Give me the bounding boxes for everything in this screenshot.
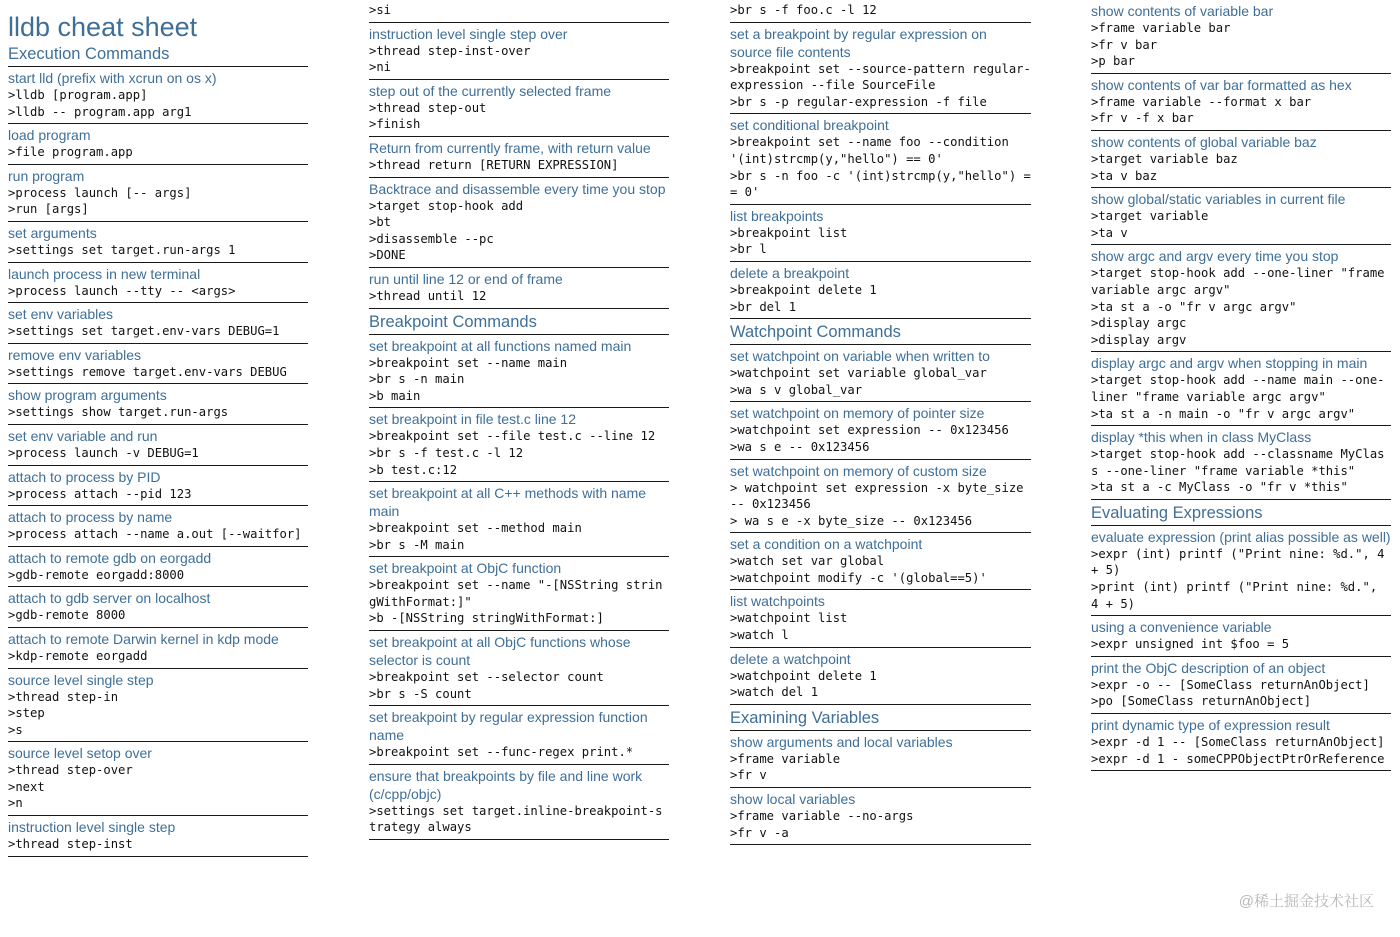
command-code — [8, 567, 308, 584]
command-block — [369, 178, 669, 268]
command-description: ensure that breakpoints by file and line work (c/cpp/objc) — [369, 767, 643, 802]
code-line: >breakpoint set --name foo --condition '(int)strcmp(y,"hello") == 0' — [730, 135, 1017, 166]
code-line: >wa s e -- 0x123456 — [730, 439, 870, 454]
code-line: >br s -M main — [369, 537, 465, 552]
code-line: >ta v baz — [1091, 168, 1158, 183]
code-line: >fr v -a — [730, 825, 789, 840]
code-line: >watchpoint set expression -- 0x123456 — [730, 423, 1009, 438]
command-description: delete a watchpoint — [730, 650, 851, 667]
code-line: >display argc — [1091, 316, 1187, 331]
command-block — [730, 460, 1031, 534]
code-line: >process attach --name a.out [--waitfor] — [8, 527, 302, 542]
code-line: >fr v — [730, 768, 767, 783]
command-description: delete a breakpoint — [730, 264, 850, 281]
command-code — [8, 185, 308, 218]
column-2 — [369, 0, 669, 840]
command-code — [1091, 734, 1391, 767]
code-line: >lldb -- program.app arg1 — [8, 104, 192, 119]
command-code — [1091, 677, 1391, 710]
command-block — [1091, 616, 1391, 657]
command-description: instruction level single step over — [369, 25, 568, 42]
command-block — [8, 506, 308, 547]
code-line: >process launch --tty -- <args> — [8, 283, 236, 298]
code-line: >thread return [RETURN EXPRESSION] — [369, 157, 619, 172]
command-block — [730, 262, 1031, 319]
command-block — [369, 23, 669, 80]
command-code — [1091, 20, 1391, 70]
command-code — [730, 2, 1031, 19]
command-block — [8, 303, 308, 344]
command-description: attach to remote gdb on eorgadd — [8, 549, 212, 566]
code-line: >settings set target.inline-breakpoint-strategy always — [369, 803, 663, 835]
column-items — [369, 0, 669, 840]
command-block — [730, 731, 1031, 788]
command-description: set breakpoint at ObjC function — [369, 560, 562, 577]
command-description: set env variables — [8, 306, 114, 323]
code-line: >thread step-inst-over — [369, 43, 531, 58]
code-line: >kdp-remote eorgadd — [8, 648, 148, 663]
command-code — [730, 225, 1031, 258]
command-code — [369, 157, 669, 174]
code-line: >thread step-in — [8, 689, 119, 704]
command-description: attach to gdb server on localhost — [8, 590, 211, 607]
code-line: >frame variable --no-args — [730, 809, 914, 824]
code-line: >ni — [369, 60, 392, 75]
command-description: set watchpoint on memory of pointer size — [730, 405, 985, 422]
command-block — [8, 587, 308, 628]
command-block — [369, 408, 669, 482]
command-description: evaluate expression (print alias possible as well) — [1091, 528, 1391, 545]
column-items — [8, 44, 308, 857]
command-block — [730, 205, 1031, 262]
command-block — [369, 765, 669, 840]
code-line: >breakpoint list — [730, 225, 848, 240]
code-line: >br s -n foo -c '(int)strcmp(y,"hello") == 0' — [730, 168, 1031, 200]
command-block — [730, 788, 1031, 845]
code-line: > wa s e -x byte_size -- 0x123456 — [730, 513, 973, 528]
code-line: >ta st a -c MyClass -o "fr v *this" — [1091, 480, 1348, 495]
command-code — [369, 43, 669, 76]
command-block — [1091, 188, 1391, 245]
command-description: display *this when in class MyClass — [1091, 429, 1312, 446]
command-description: using a convenience variable — [1091, 619, 1272, 636]
code-line: >si — [369, 3, 392, 17]
code-line: >frame variable — [730, 751, 841, 766]
code-line: >b -[NSString stringWithFormat:] — [369, 611, 604, 626]
code-line: >frame variable bar — [1091, 21, 1231, 35]
code-line: >breakpoint set --selector count — [369, 670, 604, 685]
code-line: >gdb-remote eorgadd:8000 — [8, 567, 185, 582]
command-block — [1091, 0, 1391, 74]
command-block — [8, 263, 308, 304]
command-block — [730, 590, 1031, 647]
column-4 — [1091, 0, 1391, 771]
code-line: >file program.app — [8, 145, 133, 160]
code-line: >thread step-inst — [8, 837, 133, 852]
command-description: load program — [8, 127, 91, 144]
code-line: >step — [8, 706, 45, 721]
command-block — [8, 628, 308, 669]
command-description: show contents of var bar formatted as hex — [1091, 76, 1352, 93]
command-block — [730, 23, 1031, 115]
command-description: set a condition on a watchpoint — [730, 536, 923, 553]
command-code — [369, 100, 669, 133]
command-description: list watchpoints — [730, 593, 825, 610]
command-code — [8, 445, 308, 462]
code-line: >po [SomeClass returnAnObject] — [1091, 694, 1312, 709]
command-description: set env variable and run — [8, 427, 158, 444]
command-code — [730, 282, 1031, 315]
code-line: >expr unsigned int $foo = 5 — [1091, 637, 1290, 652]
command-code — [369, 744, 669, 761]
command-description: run until line 12 or end of frame — [369, 270, 563, 287]
code-line: >disassemble --pc — [369, 231, 494, 246]
command-block — [730, 533, 1031, 590]
code-line: >target stop-hook add --classname MyClass --one-liner "frame variable *this" — [1091, 447, 1385, 478]
code-line: >s — [8, 722, 23, 737]
code-line: >process launch -v DEBUG=1 — [8, 445, 199, 460]
code-line: >br s -p regular-expression -f file — [730, 94, 987, 109]
command-code — [730, 808, 1031, 841]
code-line: >fr v -f x bar — [1091, 111, 1194, 126]
command-description: set watchpoint on memory of custom size — [730, 462, 987, 479]
command-code — [369, 288, 669, 305]
section-heading: Examining Variables — [730, 705, 1031, 731]
section-heading: Breakpoint Commands — [369, 309, 669, 335]
command-description: instruction level single step — [8, 819, 176, 836]
command-code — [730, 610, 1031, 643]
column-items — [1091, 0, 1391, 771]
command-code — [1091, 372, 1391, 422]
code-line: >next — [8, 779, 45, 794]
command-description: display argc and argv when stopping in main — [1091, 355, 1368, 372]
code-line: >expr -d 1 - someCPPObjectPtrOrReference — [1091, 751, 1385, 766]
command-block — [8, 669, 308, 743]
code-line: >br s -f test.c -l 12 — [369, 445, 524, 460]
command-code — [1091, 151, 1391, 184]
command-description: attach to process by PID — [8, 468, 161, 485]
command-block — [8, 384, 308, 425]
code-line: >display argv — [1091, 332, 1187, 347]
code-line: >watchpoint set variable global_var — [730, 366, 987, 381]
command-block — [730, 0, 1031, 23]
command-description: show contents of global variable baz — [1091, 133, 1317, 150]
command-code — [8, 87, 308, 120]
command-code — [8, 364, 308, 381]
command-block — [8, 547, 308, 588]
code-line: >finish — [369, 117, 421, 132]
section-heading: Watchpoint Commands — [730, 319, 1031, 345]
code-line: >b main — [369, 388, 421, 403]
command-description: set arguments — [8, 224, 97, 241]
page-title: lldb cheat sheet — [8, 12, 198, 42]
command-code — [1091, 208, 1391, 241]
column-items — [730, 0, 1031, 845]
code-line: >target variable — [1091, 209, 1209, 224]
code-line: > watchpoint set expression -x byte_size -- 0x123456 — [730, 480, 1031, 512]
code-line: >run [args] — [8, 202, 89, 217]
code-line: >settings set target.run-args 1 — [8, 242, 236, 257]
command-description: set a breakpoint by regular expression on source file contents — [730, 25, 987, 60]
command-description: step out of the currently selected frame — [369, 82, 612, 99]
command-description: Return from currently frame, with return value — [369, 139, 651, 156]
command-description: set watchpoint on variable when written to — [730, 348, 990, 365]
command-block — [8, 425, 308, 466]
command-description: show global/static variables in current file — [1091, 191, 1346, 208]
watermark: @稀土掘金技术社区 — [1238, 893, 1374, 910]
command-block — [369, 0, 669, 23]
code-line: >fr v bar — [1091, 37, 1158, 52]
command-block — [1091, 74, 1391, 131]
code-line: >breakpoint set --name main — [369, 355, 568, 370]
code-line: >breakpoint delete 1 — [730, 282, 877, 297]
command-block — [1091, 131, 1391, 188]
code-line: >watch l — [730, 628, 789, 643]
column-1 — [8, 0, 308, 857]
command-code — [730, 751, 1031, 784]
command-code — [8, 242, 308, 259]
code-line: >expr (int) printf ("Print nine: %d.", 4 + 5) — [1091, 546, 1392, 578]
command-description: set conditional breakpoint — [730, 117, 889, 134]
command-description: show local variables — [730, 791, 856, 808]
command-description: print the ObjC description of an object — [1091, 659, 1326, 676]
command-block — [8, 466, 308, 507]
code-line: >process launch [-- args] — [8, 185, 192, 200]
command-block — [730, 345, 1031, 402]
command-block — [730, 648, 1031, 705]
code-line: >print (int) printf ("Print nine: %d.", 4 + 5) — [1091, 580, 1385, 611]
command-block — [730, 114, 1031, 204]
command-block — [8, 222, 308, 263]
command-block — [1091, 352, 1391, 426]
command-code — [730, 61, 1031, 111]
code-line: >target stop-hook add --one-liner "frame variable argc argv" — [1091, 266, 1392, 297]
command-block — [369, 706, 669, 765]
command-description: show contents of variable bar — [1091, 3, 1274, 19]
command-block — [8, 344, 308, 385]
column-3 — [730, 0, 1031, 845]
code-line: >br l — [730, 242, 767, 257]
section-heading: Execution Commands — [8, 44, 308, 67]
command-description: remove env variables — [8, 346, 142, 363]
command-code — [730, 134, 1031, 200]
command-description: print dynamic type of expression result — [1091, 717, 1330, 734]
command-block — [1091, 245, 1391, 352]
code-line: >settings show target.run-args — [8, 405, 229, 420]
code-line: >ta st a -n main -o "fr v argc argv" — [1091, 406, 1356, 421]
command-code — [1091, 265, 1391, 348]
command-description: source level setop over — [8, 745, 152, 762]
command-code — [8, 689, 308, 739]
command-code — [1091, 446, 1391, 496]
code-line: >expr -o -- [SomeClass returnAnObject] — [1091, 677, 1370, 692]
section-heading: Evaluating Expressions — [1091, 500, 1391, 526]
code-line: >br s -f foo.c -l 12 — [730, 3, 877, 17]
code-line: >watch set var global — [730, 554, 885, 569]
command-code — [1091, 94, 1391, 127]
command-block — [8, 742, 308, 816]
command-description: source level single step — [8, 671, 154, 688]
command-block — [369, 557, 669, 631]
command-block — [8, 124, 308, 165]
command-code — [8, 526, 308, 543]
code-line: >watch del 1 — [730, 685, 819, 700]
code-line: >breakpoint set --name "-[NSString stringWithFormat:]" — [369, 578, 663, 609]
code-line: >expr -d 1 -- [SomeClass returnAnObject] — [1091, 735, 1385, 750]
code-line: >DONE — [369, 248, 406, 263]
code-line: >ta st a -o "fr v argc argv" — [1091, 299, 1297, 314]
command-code — [1091, 636, 1391, 653]
code-line: >thread until 12 — [369, 288, 487, 303]
code-line: >b test.c:12 — [369, 462, 458, 477]
command-description: set breakpoint at all ObjC functions whose selector is count — [369, 634, 631, 669]
code-line: >ta v — [1091, 225, 1128, 240]
command-code — [369, 577, 669, 627]
command-description: launch process in new terminal — [8, 265, 201, 282]
command-block — [8, 816, 308, 857]
command-code — [369, 803, 669, 836]
code-line: >br s -n main — [369, 372, 465, 387]
command-block — [1091, 426, 1391, 500]
command-block — [8, 67, 308, 124]
command-block — [369, 137, 669, 178]
code-line: >target stop-hook add — [369, 198, 524, 213]
command-code — [8, 144, 308, 161]
command-code — [369, 355, 669, 405]
code-line: >breakpoint set --func-regex print.* — [369, 745, 634, 760]
code-line: >n — [8, 796, 23, 811]
command-code — [8, 607, 308, 624]
command-description: set breakpoint in file test.c line 12 — [369, 411, 577, 428]
command-block — [369, 80, 669, 137]
command-description: set breakpoint at all functions named main — [369, 337, 632, 354]
command-code — [369, 198, 669, 264]
command-block — [1091, 714, 1391, 771]
command-block — [369, 268, 669, 309]
command-description: run program — [8, 167, 85, 184]
code-line: >bt — [369, 215, 392, 230]
command-code — [730, 553, 1031, 586]
code-line: >watchpoint modify -c '(global==5)' — [730, 570, 987, 585]
code-line: >settings set target.env-vars DEBUG=1 — [8, 324, 280, 339]
code-line: >watchpoint list — [730, 611, 848, 626]
code-line: >breakpoint set --method main — [369, 521, 582, 536]
command-block — [369, 482, 669, 557]
code-line: >br del 1 — [730, 299, 797, 314]
command-description: start lld (prefix with xcrun on os x) — [8, 70, 217, 86]
code-line: >thread step-out — [369, 100, 487, 115]
code-line: >process attach --pid 123 — [8, 486, 192, 501]
command-description: list breakpoints — [730, 207, 824, 224]
command-description: attach to process by name — [8, 509, 173, 526]
command-code — [369, 520, 669, 553]
code-line: >settings remove target.env-vars DEBUG — [8, 364, 287, 379]
command-code — [730, 668, 1031, 701]
command-description: Backtrace and disassemble every time you stop — [369, 180, 666, 197]
command-description: set breakpoint at all C++ methods with name main — [369, 485, 647, 520]
command-code — [730, 480, 1031, 530]
code-line: >p bar — [1091, 54, 1136, 69]
command-code — [369, 669, 669, 702]
command-description: attach to remote Darwin kernel in kdp mode — [8, 630, 279, 647]
command-code — [8, 283, 308, 300]
code-line: >br s -S count — [369, 686, 472, 701]
command-block — [1091, 657, 1391, 714]
command-code — [8, 404, 308, 421]
command-code — [8, 486, 308, 503]
command-code — [730, 422, 1031, 455]
code-line: >target stop-hook add --name main --one-liner "frame variable argc argv" — [1091, 373, 1385, 404]
command-code — [369, 2, 669, 19]
code-line: >frame variable --format x bar — [1091, 94, 1312, 109]
code-line: >watchpoint delete 1 — [730, 668, 877, 683]
command-block — [1091, 526, 1391, 616]
command-description: show argc and argv every time you stop — [1091, 248, 1339, 265]
command-code — [1091, 546, 1391, 612]
command-code — [8, 323, 308, 340]
code-line: >breakpoint set --source-pattern regular-expression --file SourceFile — [730, 61, 1031, 93]
command-code — [369, 428, 669, 478]
command-block — [730, 402, 1031, 459]
code-line: >target variable baz — [1091, 151, 1238, 166]
command-description: show program arguments — [8, 387, 167, 404]
command-block — [369, 631, 669, 706]
command-code — [8, 762, 308, 812]
command-code — [8, 648, 308, 665]
command-block — [369, 335, 669, 409]
code-line: >wa s v global_var — [730, 382, 863, 397]
command-description: show arguments and local variables — [730, 733, 953, 750]
code-line: >breakpoint set --file test.c --line 12 — [369, 429, 656, 444]
command-block — [8, 165, 308, 222]
code-line: >gdb-remote 8000 — [8, 608, 126, 623]
code-line: >lldb [program.app] — [8, 88, 148, 102]
command-code — [730, 365, 1031, 398]
code-line: >thread step-over — [8, 763, 133, 778]
command-code — [8, 836, 308, 853]
command-description: set breakpoint by regular expression function name — [369, 709, 648, 744]
